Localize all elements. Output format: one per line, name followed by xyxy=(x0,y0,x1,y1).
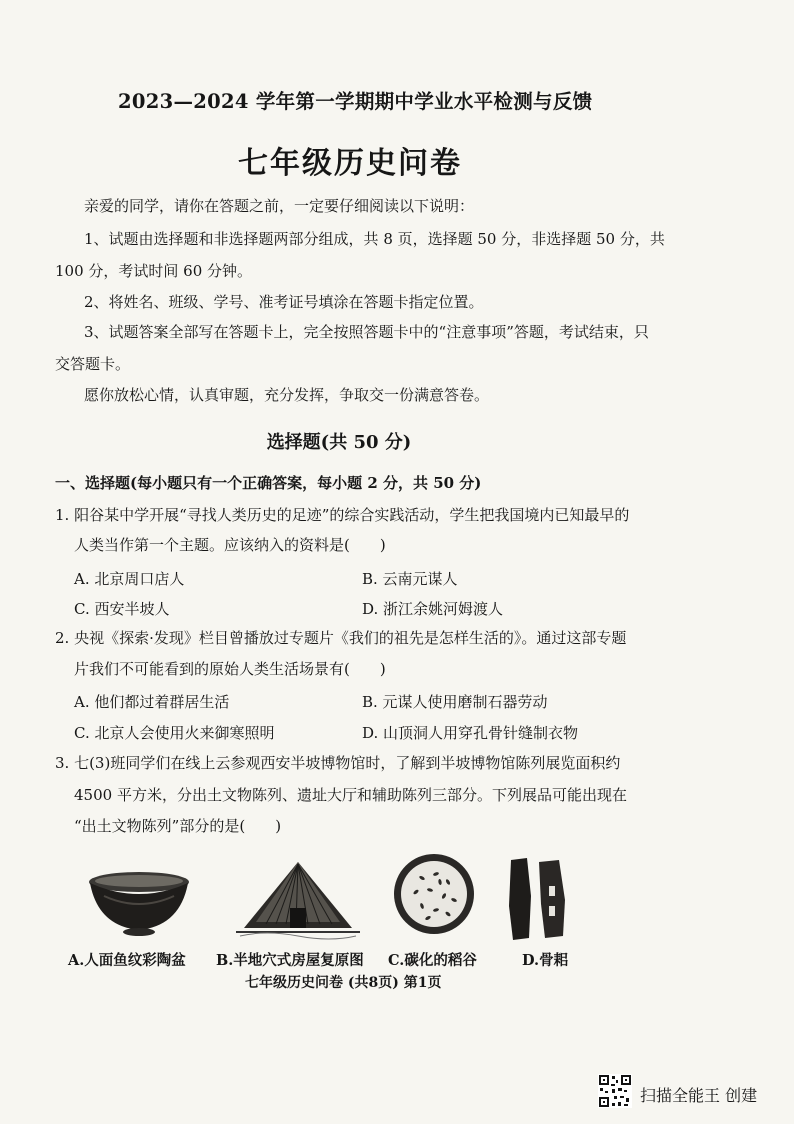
question-3-line-2: 4500 平方米，分出土文物陈列、遗址大厅和辅助陈列三部分。下列展品可能出现在 xyxy=(74,786,627,804)
question-1-line-2: 人类当作第一个主题。应该纳入的资料是( ) xyxy=(74,536,386,554)
exam-title: 2023—2024 学年第一学期期中学业水平检测与反馈 xyxy=(118,90,593,113)
question-2-line-2: 片我们不可能看到的原始人类生活场景有( ) xyxy=(74,660,386,678)
instruction-item-1-cont: 100 分，考试时间 60 分钟。 xyxy=(55,262,253,280)
question-2-option-c: C. 北京人会使用火来御寒照明 xyxy=(74,724,275,742)
question-2-option-a: A. 他们都过着群居生活 xyxy=(74,693,230,711)
question-2-option-b: B. 元谋人使用磨制石器劳动 xyxy=(362,693,548,711)
question-1-option-b: B. 云南元谋人 xyxy=(362,570,458,588)
qr-code-icon xyxy=(598,1074,632,1108)
page-footer: 七年级历史问卷 (共8页) 第1页 xyxy=(245,975,442,991)
question-3-image-option-b: B.半地穴式房屋复原图 xyxy=(216,952,364,969)
instruction-item-3: 3、试题答案全部写在答题卡上，完全按照答题卡中的“注意事项”答题，考试结束，只 xyxy=(84,323,649,341)
section-heading: 一、选择题(每小题只有一个正确答案，每小题 2 分，共 50 分) xyxy=(55,474,482,492)
question-1-line-1: 1. 阳谷某中学开展“寻找人类历史的足迹”的综合实践活动，学生把我国境内已知最早的 xyxy=(55,506,630,524)
paper-title: 七年级历史问卷 xyxy=(238,146,462,181)
question-3-image-option-d: D.骨耜 xyxy=(522,952,569,969)
instruction-item-2: 2、将姓名、班级、学号、准考证号填涂在答题卡指定位置。 xyxy=(84,293,484,311)
question-1-option-a: A. 北京周口店人 xyxy=(74,570,185,588)
question-3-line-3: “出土文物陈列”部分的是( ) xyxy=(74,817,282,835)
question-2-option-d: D. 山顶洞人用穿孔骨针缝制衣物 xyxy=(362,724,579,742)
pottery-basin-image xyxy=(84,868,194,940)
question-3-line-1: 3. 七(3)班同学们在线上云参观西安半坡博物馆时，了解到半坡博物馆陈列展览面积约 xyxy=(55,754,621,772)
carbonized-rice-image xyxy=(392,852,476,936)
instructions-intro: 亲爱的同学，请你在答题之前，一定要仔细阅读以下说明： xyxy=(84,197,475,215)
instruction-item-1: 1、试题由选择题和非选择题两部分组成，共 8 页，选择题 50 分，非选择题 50 分，共 xyxy=(84,230,665,248)
semi-subterranean-house-image xyxy=(236,858,360,946)
scanner-watermark: 扫描全能王 创建 xyxy=(640,1086,758,1105)
bone-spade-image xyxy=(505,856,571,942)
section-title: 选择题(共 50 分) xyxy=(266,432,412,453)
question-1-option-c: C. 西安半坡人 xyxy=(74,600,170,618)
instruction-item-3-cont: 交答题卡。 xyxy=(55,355,131,373)
question-3-image-option-c: C.碳化的稻谷 xyxy=(388,952,477,969)
instructions-wish: 愿你放松心情，认真审题，充分发挥，争取交一份满意答卷。 xyxy=(84,386,490,404)
question-3-image-option-a: A.人面鱼纹彩陶盆 xyxy=(68,952,186,969)
question-1-option-d: D. 浙江余姚河姆渡人 xyxy=(362,600,504,618)
question-2-line-1: 2. 央视《探索·发现》栏目曾播放过专题片《我们的祖先是怎样生活的》。通过这部专题 xyxy=(55,629,627,647)
